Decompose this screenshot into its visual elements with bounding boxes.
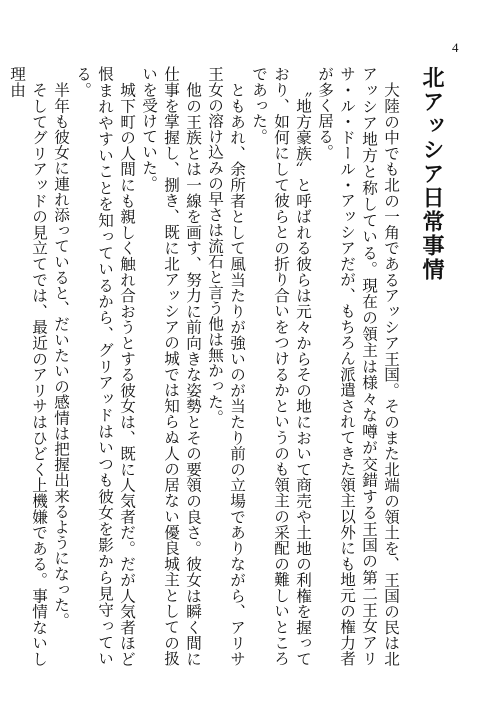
paragraph-7: そしてグリアッドの見立てでは、最近のアリサはひどく上機嫌である。事情ないし理由: [8, 66, 48, 666]
vertical-text-body: [6, 66, 444, 666]
page-number: 4: [452, 40, 459, 55]
paragraph-6: 半年も彼女に連れ添っていると、だいたいの感情は把握出来るようになった。: [52, 81, 70, 628]
paragraph-1: 大陸の中でも北の一角であるアッシア王国。そのまた北端の領土を、王国の民は北アッシア地方と称している。現在の領主は様々な噂が交錯する王国の第二王女アリサ・ル・ドール・アッシアだが、もちろん派遣されてきた領主以外にも地元の権力者が多く居る。: [316, 66, 400, 666]
paragraph-4: 他の王族とは一線を画す、努力に前向きな姿勢とその要領の良さ。彼女は瞬く間に仕事を掌握し、捌き、既に北アッシアの城では知らぬ人の居ない優良城主としての扱いを受けていた。: [140, 66, 202, 666]
paragraph-2: 〝地方豪族〟と呼ばれる彼らは元々からその地において商売や土地の利権を握っており、如何にして彼らとの折り合いをつけるかというのも領主の采配の難しいところであった。: [250, 66, 312, 666]
paragraph-5: 城下町の人間にも親しく触れ合おうとする彼女は、既に人気者だ。だが人気者ほど恨まれやすいことを知っているから、グリアッドはいつも彼女を影から見守っている。: [74, 66, 136, 666]
chapter-title: 北アッシア日常事情: [419, 66, 445, 282]
paragraph-3: ともあれ、余所者として風当たりが強いのが当たり前の立場でありながら、アリサ王女の溶け込みの早さは流石と言う他は無かった。: [206, 66, 246, 666]
